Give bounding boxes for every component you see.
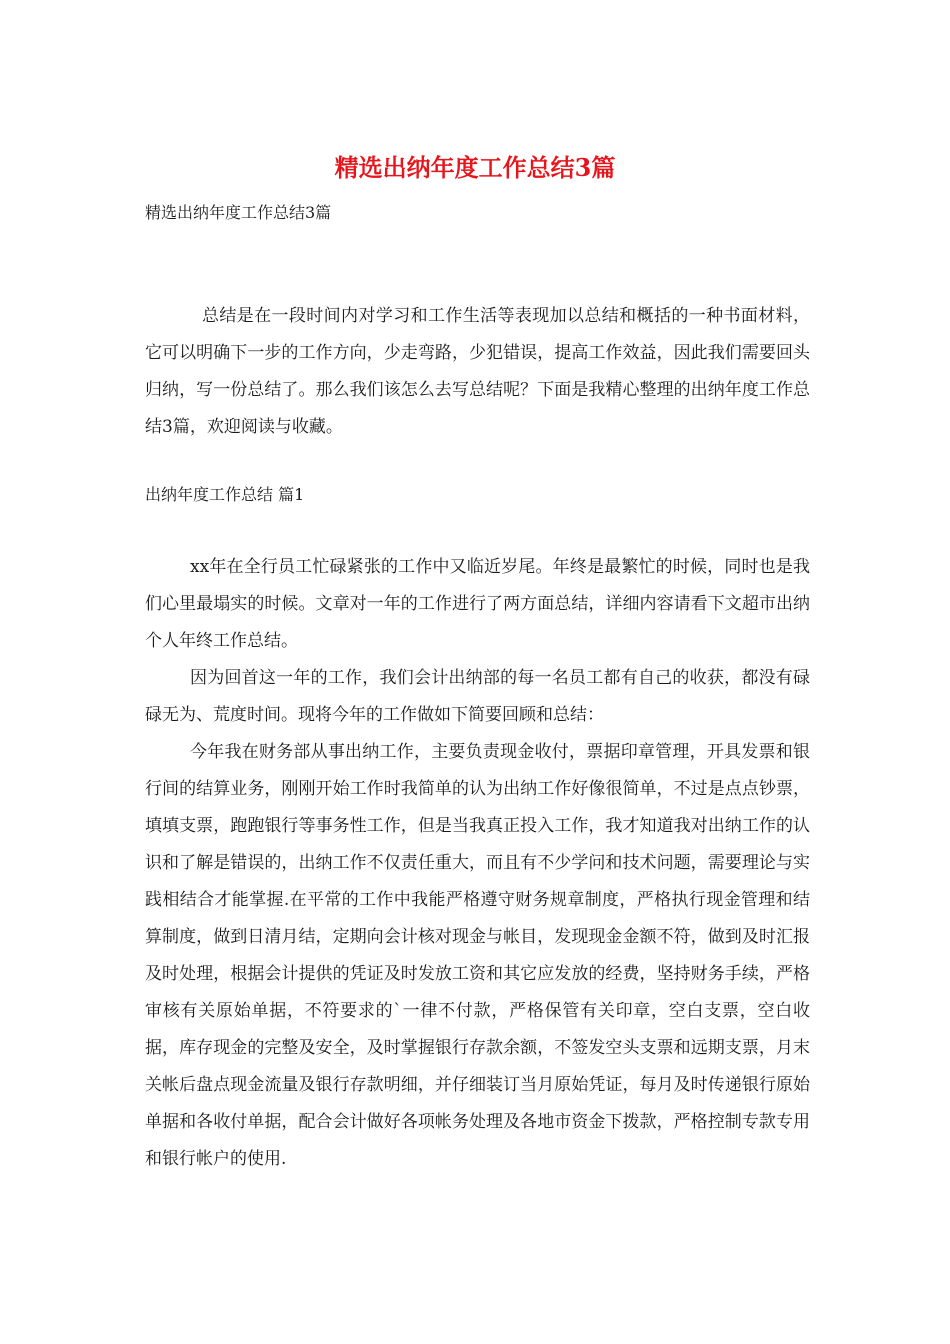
body-paragraph-1: xx年在全行员工忙碌紧张的工作中又临近岁尾。年终是最繁忙的时候，同时也是我们心里最塌实的时候。文章对一年的工作进行了两方面总结，详细内容请看下文超市出纳个人年终工作总结。 [145,557,810,651]
body-paragraph-3: 今年我在财务部从事出纳工作，主要负责现金收付，票据印章管理，开具发票和银行间的结算业务，刚刚开始工作时我简单的认为出纳工作好像很简单，不过是点点钞票，填填支票，跑跑银行等事务性工作，但是当我真正投入工作，我才知道我对出纳工作的认识和了解是错误的，出纳工作不仅责任重大，而且有不少学问和技术问题，需要理论与实践相结合才能掌握.在平常的工作中我能严格遵守财务规章制度，严格执行现金管理和结算制度，做到日清月结，定期向会计核对现金与帐目，发现现金金额不符，做到及时汇报及时处理，根据会计提供的凭证及时发放工资和其它应发放的经费，坚持财务手续，严格审核有关原始单据，不符要求的`一律不付款，严格保管有关印章，空白支票，空白收据，库存现金的完整及安全，及时掌握银行存款余额，不签发空头支票和远期支票，月末关帐后盘点现金流量及银行存款明细，并仔细装订当月原始凭证，每月及时传递银行原始单据和各收付单据，配合会计做好各项帐务处理及各地市资金下拨款，严格控制专款专用和银行帐户的使用. [145,742,810,1169]
section-body [145,549,810,1178]
body-paragraph-2: 因为回首这一年的工作，我们会计出纳部的每一名员工都有自己的收获，都没有碌碌无为、荒度时间。现将今年的工作做如下简要回顾和总结： [145,668,810,725]
document-title: 精选出纳年度工作总结3篇 [334,153,616,182]
section-heading: 出纳年度工作总结 篇1 [145,485,305,504]
intro-paragraph: 总结是在一段时间内对学习和工作生活等表现加以总结和概括的一种书面材料，它可以明确下一步的工作方向，少走弯路，少犯错误，提高工作效益，因此我们需要回头归纳，写一份总结了。那么我们该怎么去写总结呢？下面是我精心整理的出纳年度工作总结3篇，欢迎阅读与收藏。 [145,306,810,437]
document-subtitle: 精选出纳年度工作总结3篇 [145,203,332,222]
